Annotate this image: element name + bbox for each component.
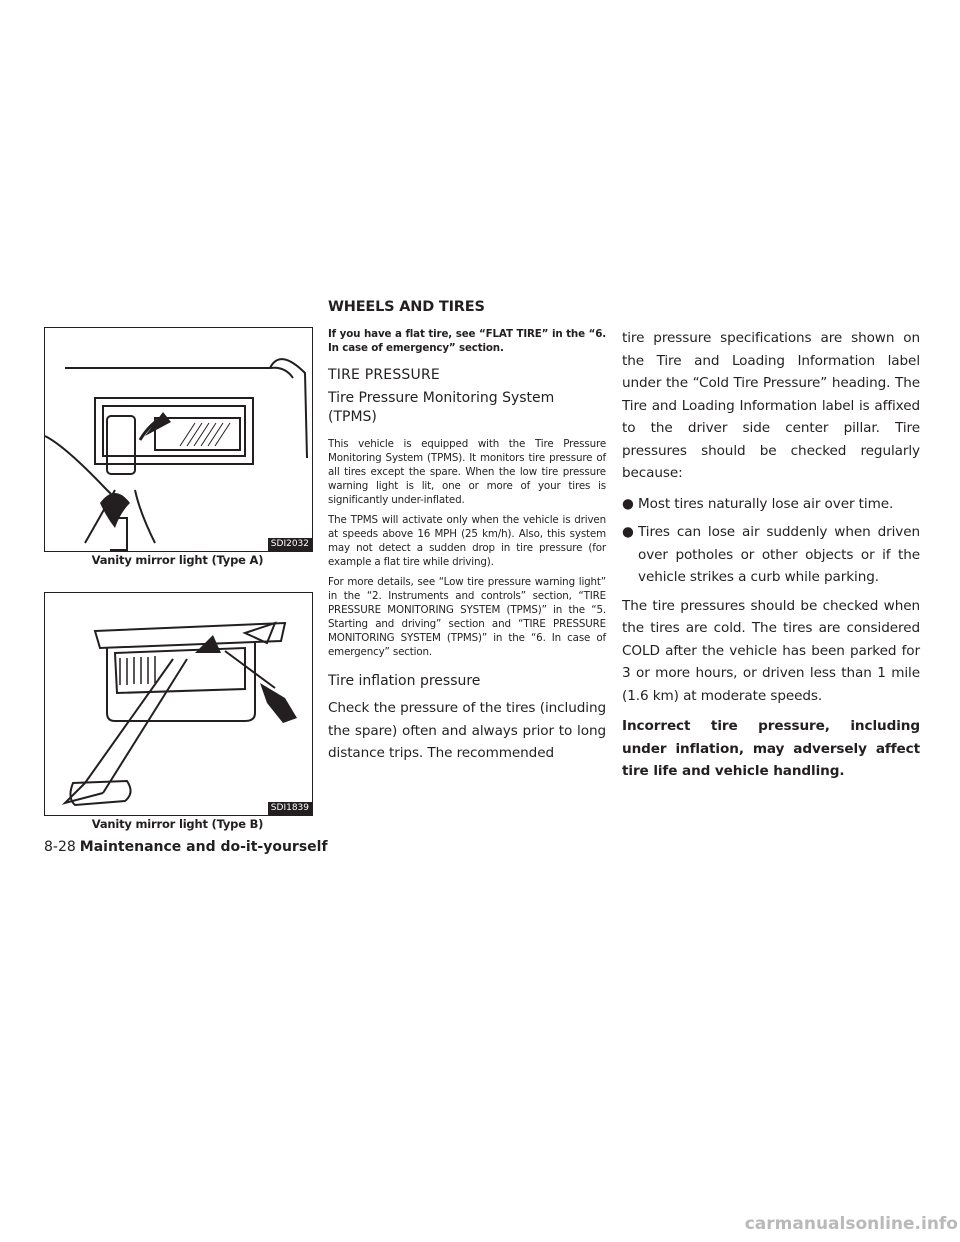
tpms-paragraph-2: The TPMS will activate only when the vehicle is driven at speeds above 16 MPH (25 km/h). Also, this system may not detect a sudden drop in tire pressure (for example a flat tire while driving). [328, 514, 606, 568]
list-item [622, 493, 920, 516]
flat-tire-note: If you have a flat tire, see “FLAT TIRE” in the “6. In case of emergency” section. [328, 328, 606, 354]
list-item [622, 521, 920, 589]
figure-code-a: SDI2032 [268, 538, 312, 551]
figure-caption-a: Vanity mirror light (Type A) [91, 553, 264, 567]
cold-tires-paragraph: The tire pressures should be checked when the tires are cold. The tires are considered COLD after the vehicle has been parked for 3 or more hours, or driven less than 1 mile (1.6 km) at moderate speeds. [622, 597, 920, 704]
subheading-tpms: Tire Pressure Monitoring System (TPMS) [328, 390, 555, 425]
bullet-text: Most tires naturally lose air over time. [638, 495, 894, 512]
tpms-paragraph-3: For more details, see “Low tire pressure warning light” in the “2. Instruments and controls” section, “TIRE PRESSURE MONITORING SYSTEM (TPMS)” in the “5. Starting and driving” section and “TIRE PRESSURE MONITORING SYSTEM (TPMS)” in the “6. In case of emergency” section. [328, 576, 606, 658]
vanity-mirror-illustration-b [45, 593, 312, 815]
figure-code-b: SDI1839 [268, 802, 312, 815]
figure-caption-b: Vanity mirror light (Type B) [91, 817, 264, 831]
heading-tire-inflation-pressure: Tire inflation pressure [328, 673, 481, 689]
bullet-icon: ● [622, 524, 634, 540]
heading-tire-pressure: TIRE PRESSURE [328, 367, 440, 383]
column-right [622, 327, 920, 791]
section-header: WHEELS AND TIRES [328, 299, 485, 315]
bullet-icon: ● [622, 495, 634, 512]
tpms-paragraph-1: This vehicle is equipped with the Tire Pressure Monitoring System (TPMS). It monitors tire pressure of all tires except the spare. When the low tire pressure warning light is lit, one or more of your tires is significantly under-inflated. [328, 438, 606, 506]
bullet-text: Tires can lose air suddenly when driven over potholes or other objects or if the vehicle strikes a curb while parking. [638, 524, 920, 585]
watermark: carmanualsonline.info [744, 1214, 958, 1234]
figure-vanity-mirror-type-b [44, 592, 313, 816]
warning-paragraph: Incorrect tire pressure, including under inflation, may adversely affect tire life and vehicle handling. [622, 718, 920, 779]
pressure-spec-paragraph: tire pressure specifications are shown on the Tire and Loading Information label under the “Cold Tire Pressure” heading. The Tire and Loading Information label is affixed to the driver side center pillar. Tire pressures should be checked regularly because: [622, 330, 920, 481]
page-number: 8-28 [44, 839, 76, 855]
vanity-mirror-illustration-a [45, 328, 312, 551]
column-middle [328, 327, 606, 773]
figure-vanity-mirror-type-a [44, 327, 313, 552]
chapter-title: Maintenance and do-it-yourself [79, 839, 328, 855]
inflation-paragraph: Check the pressure of the tires (including the spare) often and always prior to long distance trips. The recommended [328, 700, 606, 761]
page-footer [44, 839, 328, 855]
